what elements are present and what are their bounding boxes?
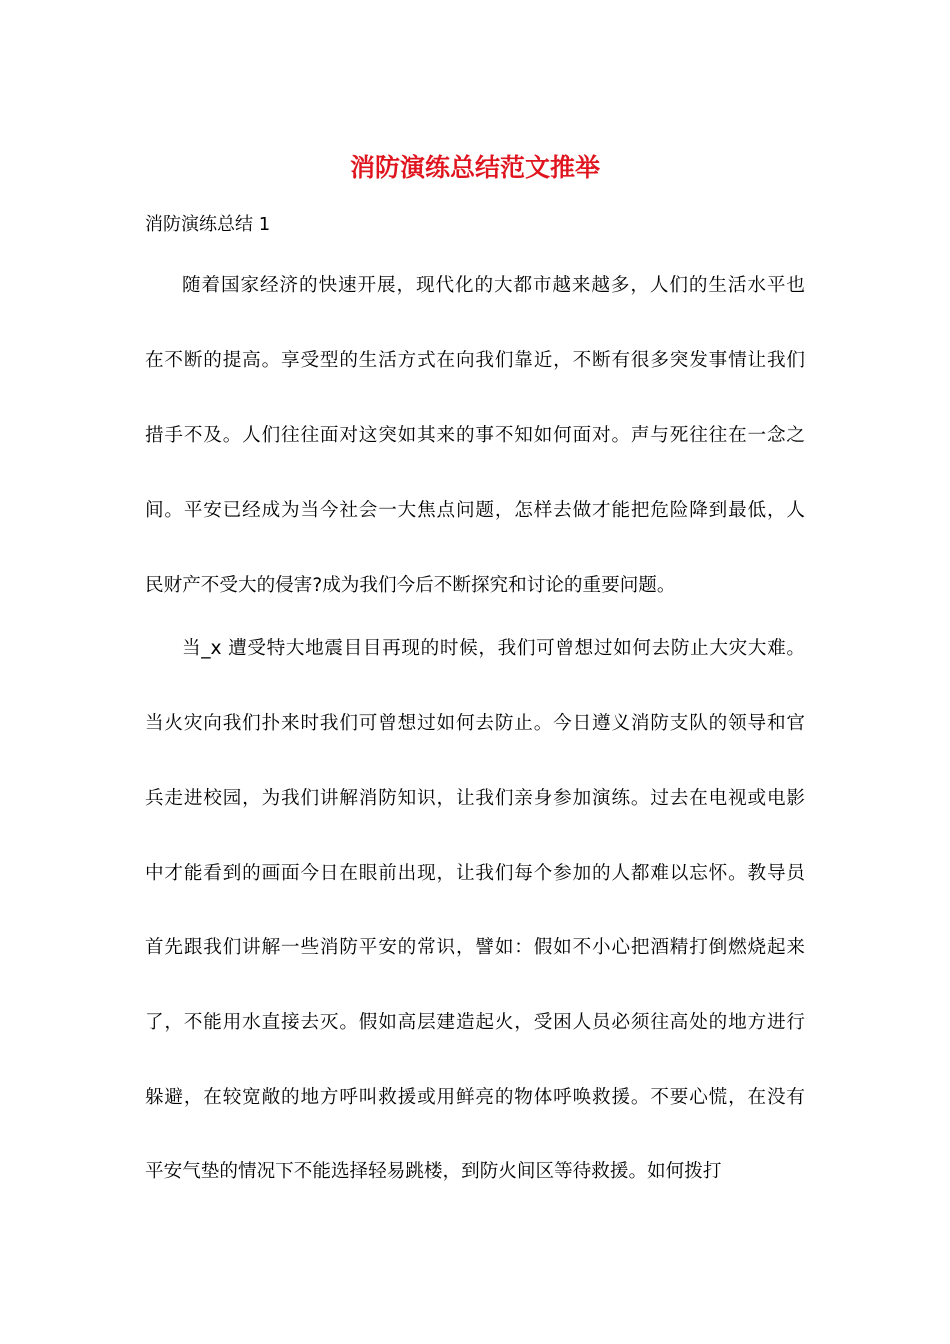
section-heading: 消防演练总结 1 bbox=[145, 214, 271, 235]
text-line: 随着国家经济的快速开展，现代化的大都市越来越多，人们的生活水平也 bbox=[182, 275, 805, 296]
text-line: 措手不及。人们往往面对这突如其来的事不知如何面对。声与死往往在一念之 bbox=[145, 425, 805, 446]
text-line: 当火灾向我们扑来时我们可曾想过如何去防止。今日遵义消防支队的领导和官 bbox=[145, 713, 805, 734]
text-line: 间。平安已经成为当今社会一大焦点问题，怎样去做才能把危险降到最低，人 bbox=[145, 500, 805, 521]
text-line: 平安气垫的情况下不能选择轻易跳楼，到防火间区等待救援。如何拨打 bbox=[145, 1161, 722, 1182]
text-line: 中才能看到的画面今日在眼前出现，让我们每个参加的人都难以忘怀。教导员 bbox=[145, 863, 805, 884]
text-line: 兵走进校园，为我们讲解消防知识，让我们亲身参加演练。过去在电视或电影 bbox=[145, 788, 805, 809]
text-line: 躲避，在较宽敞的地方呼叫救援或用鲜亮的物体呼唤救援。不要心慌，在没有 bbox=[145, 1087, 805, 1108]
text-line: 首先跟我们讲解一些消防平安的常识，譬如：假如不小心把酒精打倒燃烧起来 bbox=[145, 937, 805, 958]
text-line: 了，不能用水直接去灭。假如高层建造起火，受困人员必须往高处的地方进行 bbox=[145, 1012, 805, 1033]
text-line: 当_x 遭受特大地震目目再现的时候，我们可曾想过如何去防止大灾大难。 bbox=[182, 638, 805, 659]
text-line: 在不断的提高。享受型的生活方式在向我们靠近，不断有很多突发事情让我们 bbox=[145, 350, 805, 371]
text-line: 民财产不受大的侵害?成为我们今后不断探究和讨论的重要问题。 bbox=[145, 575, 676, 596]
document-title: 消防演练总结范文推举 bbox=[349, 153, 600, 182]
